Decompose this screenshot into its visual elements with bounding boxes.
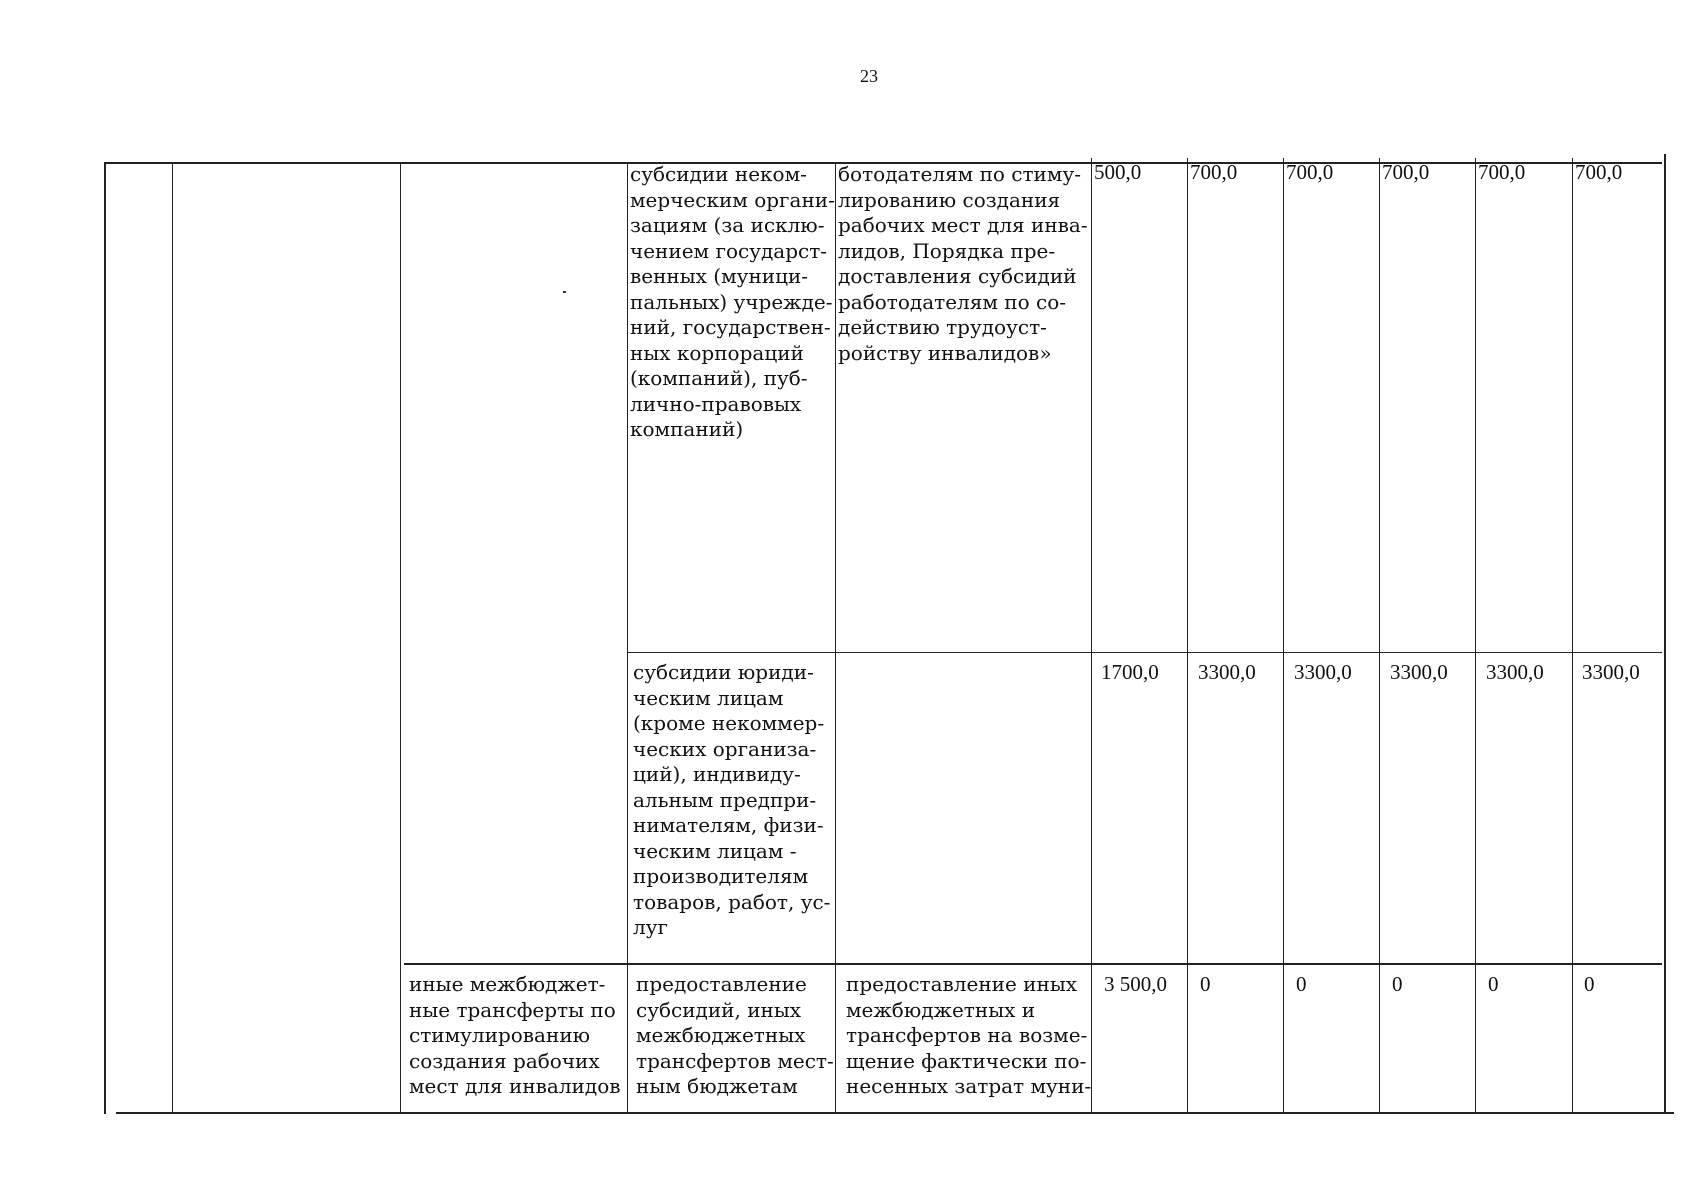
col-border — [627, 162, 628, 1114]
col-border — [1187, 158, 1188, 1114]
table-cell-value: 700,0 — [1286, 160, 1334, 184]
table-cell-value: 3300,0 — [1294, 660, 1352, 684]
table-cell-value: 3300,0 — [1390, 660, 1448, 684]
row-divider — [628, 652, 1662, 653]
scan-speck — [563, 291, 566, 293]
col-border — [835, 162, 836, 1114]
table-right-border — [1664, 154, 1666, 1114]
page-number: 23 — [860, 66, 878, 86]
col-border — [1091, 158, 1092, 1114]
table-cell-value: 3300,0 — [1582, 660, 1640, 684]
row-divider — [404, 963, 1662, 965]
table-cell-recipient: субсидии юриди- ческим лицам (кроме некоммер- ческих организа- ций), индивиду- альным предпри- нимателям, физи- ческим лицам - производителям товаров, работ, ус- луг — [633, 660, 831, 939]
table-cell-recipient: субсидии неком- мерческим органи- зациям (за исклю- чением государст- венных (муници- пальных) учрежде- ний, государствен- ных корпораций (компаний), пуб- лично-правовых компаний) — [630, 162, 835, 441]
table-cell-value: 0 — [1392, 972, 1403, 996]
table-cell-value: 3300,0 — [1486, 660, 1544, 684]
col-border — [1379, 158, 1380, 1114]
table-cell-basis: предоставление иных межбюджетных и трансфертов на возме- щение фактически по- несенных затрат муни- — [846, 972, 1092, 1098]
table-cell-value: 0 — [1584, 972, 1595, 996]
col-border — [1475, 158, 1476, 1114]
table-cell-activity: иные межбюджет- ные трансферты по стимулированию создания рабочих мест для инвалидов — [409, 972, 621, 1098]
table-cell-basis: ботодателям по стиму- лированию создания рабочих мест для инва- лидов, Порядка пре- доставления субсидий работодателям по со- действию трудоуст- ройству инвалидов» — [838, 162, 1088, 365]
table-cell-value: 700,0 — [1382, 160, 1430, 184]
col-border — [1572, 158, 1573, 1114]
col-border — [104, 162, 106, 1114]
table-cell-value: 3 500,0 — [1104, 972, 1167, 996]
table-cell-value: 700,0 — [1575, 160, 1623, 184]
col-border — [172, 162, 173, 1114]
table-bottom-border — [116, 1112, 1674, 1114]
table-cell-value: 0 — [1200, 972, 1211, 996]
table-cell-value: 500,0 — [1094, 160, 1142, 184]
table-cell-value: 0 — [1296, 972, 1307, 996]
table-cell-value: 700,0 — [1190, 160, 1238, 184]
table-cell-value: 700,0 — [1478, 160, 1526, 184]
table-cell-recipient: предоставление субсидий, иных межбюджетных трансфертов мест- ным бюджетам — [636, 972, 834, 1098]
table-cell-value: 0 — [1488, 972, 1499, 996]
col-border — [1283, 158, 1284, 1114]
col-border — [400, 162, 401, 1114]
table-cell-value: 1700,0 — [1101, 660, 1159, 684]
table-cell-value: 3300,0 — [1198, 660, 1256, 684]
